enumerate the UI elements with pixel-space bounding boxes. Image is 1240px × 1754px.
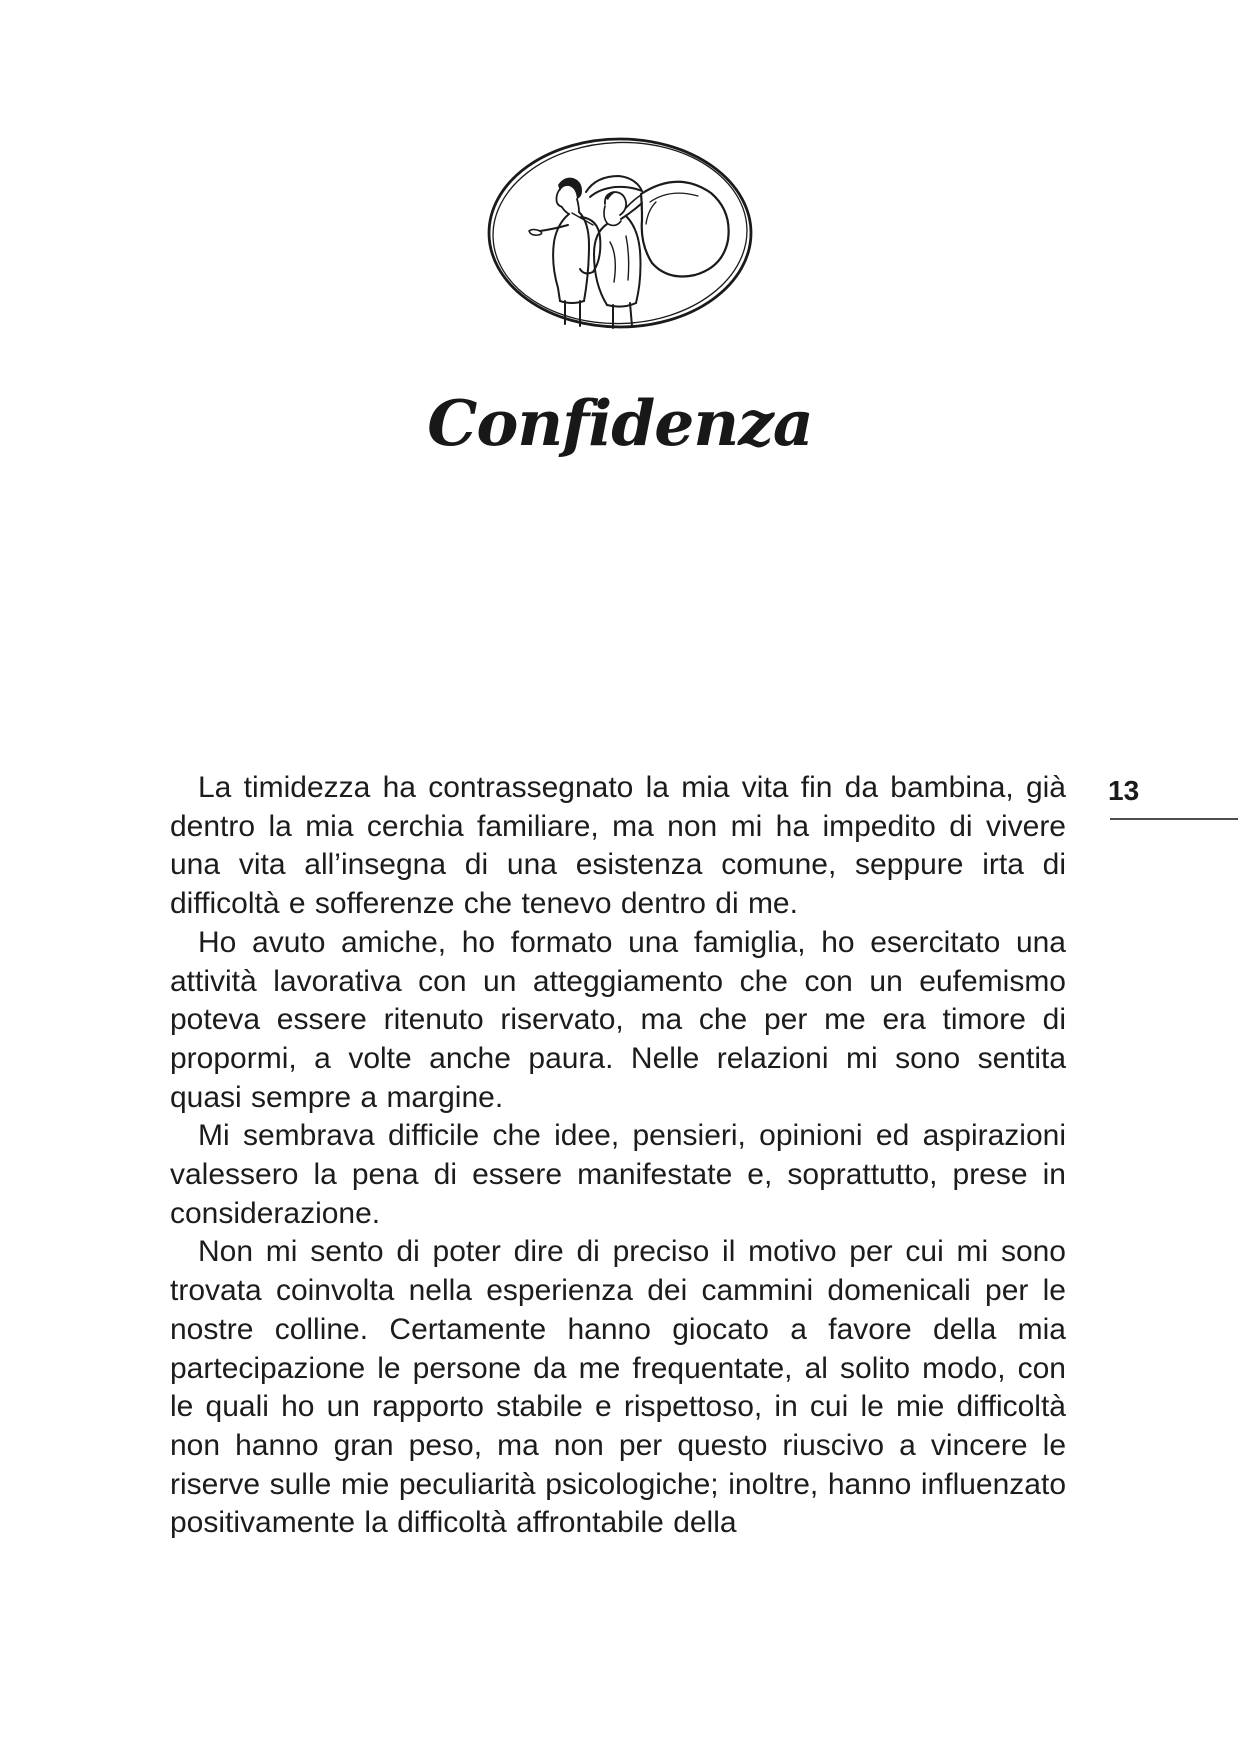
chapter-illustration [480,132,761,334]
paragraph: Non mi sento di poter dire di preciso il motivo per cui mi sono trovata coinvolta nella esperienza dei cammini domenicali per le nostre colline. Certamente hanno giocato a favore della mia partecipazione le persone da me frequentate, al solito modo, con le quali ho un rapporto stabile e rispettoso, in cui le mie difficoltà non hanno gran peso, ma non per questo riuscivo a vincere le riserve sulle mie peculiarità psicologiche; inoltre, hanno influenzato positivamente la difficoltà affrontabile della [170,1235,1066,1540]
body-text [170,769,1066,1543]
paragraph: Mi sembrava difficile che idee, pensieri, opinioni ed aspirazioni valessero la pena di essere manifestate e, soprattutto, prese in considerazione. [170,1119,1066,1230]
paragraph: La timidezza ha contrassegnato la mia vita fin da bambina, già dentro la mia cerchia familiare, ma non mi ha impedito di vivere una vita all’insegna di una esistenza comune, seppure irta di difficoltà e sofferenze che tenevo dentro di me. [170,771,1066,921]
pilgrims-illustration-icon [480,132,761,334]
page-number-rule [1110,818,1238,820]
chapter-title: Confidenza [427,386,813,460]
paragraph: Ho avuto amiche, ho formato una famiglia, ho esercitato una attività lavorativa con un atteggiamento che con un eufemismo poteva essere ritenuto riservato, ma che per me era timore di propormi, a volte anche paura. Nelle relazioni mi sono sentita quasi sempre a margine. [170,925,1066,1114]
page-number: 13 [1108,775,1140,806]
